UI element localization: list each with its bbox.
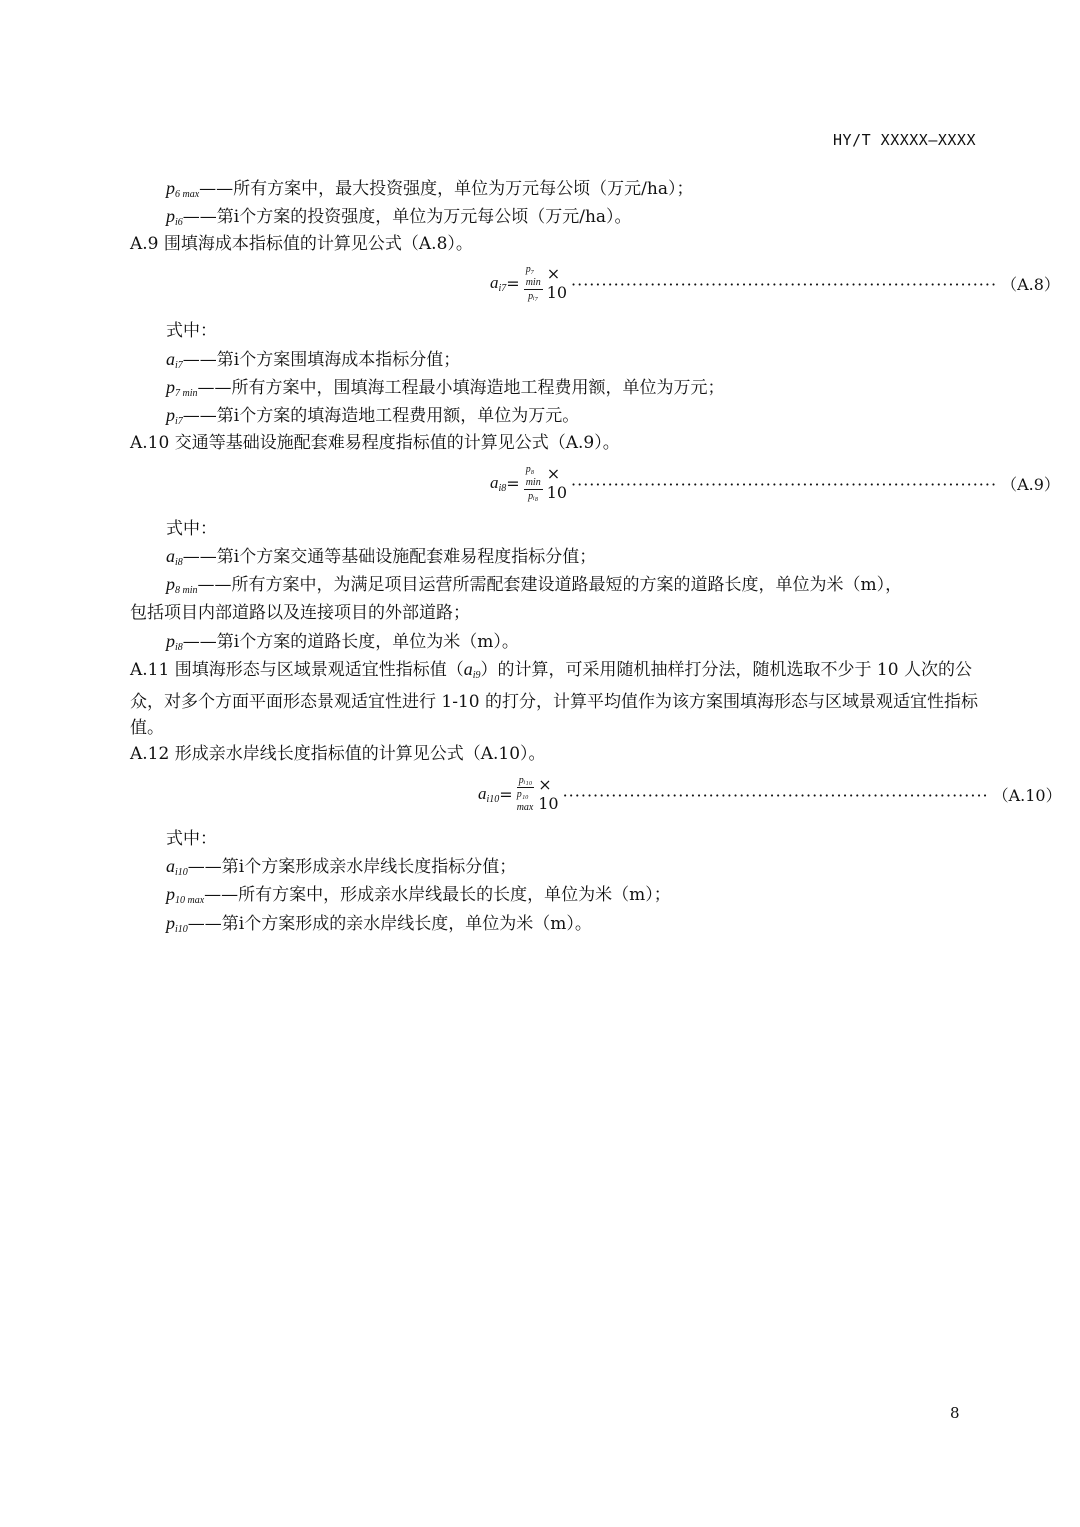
page-number: 8: [950, 1404, 960, 1422]
definition-p6max: $p_{6 max}——$所有方案中，最大投资强度，单位为万元每公顷（万元/ha）；: [166, 178, 694, 200]
definition-pi8: $p_{i8}——$第i个方案的道路长度，单位为米（m）。: [166, 631, 519, 653]
definition-p8min: $p_{8 min}——$所有方案中，为满足项目运营所需配套建设道路最短的方案的道路长度，单位为米（m），: [166, 574, 903, 596]
clause-a12: A.12 形成亲水岸线长度指标值的计算见公式（A.10）。: [130, 744, 546, 764]
clause-a11: A.11 围填海形态与区域景观适宜性指标值$(a_{i9})$的计算，可采用随机抽样打分法，随机选取不少于 10 人次的公众，对多个方面平面形态景观适宜性进行 1-10 的打分，计算平均值作为该方案围填海形态与区域景观适宜性指标值。: [130, 659, 978, 738]
formula-a10: $a_{i10}$ = $\frac{\text{pᵢ₁₀}}{\text{p₁₀ max}}$ × 10 ······································································ （A.10）: [478, 775, 1062, 813]
definition-p10max: $p_{10 max}——$所有方案中，形成亲水岸线最长的长度，单位为米（m）；: [166, 884, 671, 906]
definition-ai8: $a_{i8}——$第i个方案交通等基础设施配套难易程度指标分值；: [166, 546, 597, 568]
where-label: 式中：: [166, 519, 217, 539]
definition-p8min-cont: 包括项目内部道路以及连接项目的外部道路；: [130, 603, 470, 623]
formula-number: （A.9）: [1001, 474, 1060, 494]
fraction: $\frac{\text{p₇ min}}{\text{pᵢ₇}}$: [525, 264, 541, 302]
where-label: 式中：: [166, 321, 217, 341]
fraction: $\frac{\text{pᵢ₁₀}}{\text{p₁₀ max}}$: [516, 775, 534, 813]
leader-dots: ······································································: [562, 786, 989, 805]
formula-number: （A.10）: [992, 785, 1062, 805]
formula-number: （A.8）: [1001, 274, 1060, 294]
definition-ai7: $a_{i7}——$第i个方案围填海成本指标分值；: [166, 349, 461, 371]
definition-ai10: $a_{i10}——$第i个方案形成亲水岸线长度指标分值；: [166, 856, 517, 878]
leader-dots: ······································································: [571, 275, 998, 294]
definition-p7min: $p_{7 min}——$所有方案中，围填海工程最小填海造地工程费用额，单位为万元；: [166, 377, 725, 399]
formula-a9: $a_{i8}$ = $\frac{\text{p₈ min}}{\text{pᵢ₈}}$ × 10 ······································································ （A.9）: [490, 464, 1060, 502]
where-label: 式中：: [166, 829, 217, 849]
definition-pi7: $p_{i7}——$第i个方案的填海造地工程费用额，单位为万元。: [166, 405, 580, 427]
fraction: $\frac{\text{p₈ min}}{\text{pᵢ₈}}$: [525, 464, 541, 502]
standard-code: HY/T XXXXX—XXXX: [833, 131, 976, 149]
formula-a8: $a_{i7}$ = $\frac{\text{p₇ min}}{\text{pᵢ₇}}$ × 10 ······································································ （A.8）: [490, 264, 1060, 302]
definition-pi6: $p_{i6}——$第i个方案的投资强度，单位为万元每公顷（万元/ha）。: [166, 206, 632, 228]
clause-a9: A.9 围填海成本指标值的计算见公式（A.8）。: [130, 234, 473, 254]
definition-pi10: $p_{i10}——$第i个方案形成的亲水岸线长度，单位为米（m）。: [166, 913, 592, 935]
clause-a10: A.10 交通等基础设施配套难易程度指标值的计算见公式（A.9）。: [130, 433, 620, 453]
leader-dots: ······································································: [571, 475, 998, 494]
